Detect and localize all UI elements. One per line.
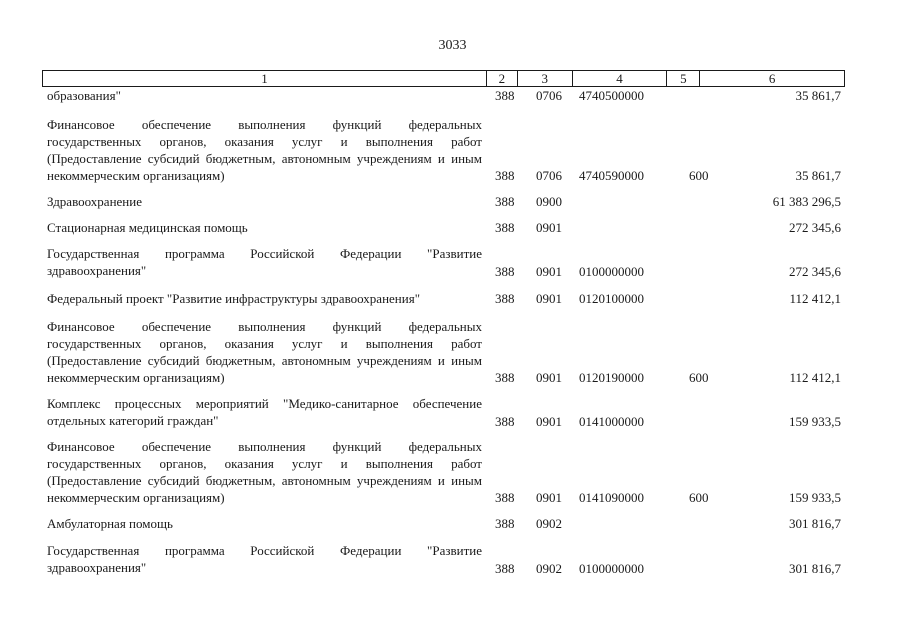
row-amount: 159 933,5: [789, 414, 841, 429]
row-amount: 272 345,6: [789, 220, 841, 235]
table-row: [42, 316, 845, 386]
row-name: Федеральный проект "Развитие инфраструктуры здравоохранения": [47, 291, 421, 306]
table-row: [42, 541, 845, 577]
row-admin-code: 388: [495, 561, 515, 576]
row-target-code: 4740500000: [579, 88, 644, 103]
table-row: [42, 244, 845, 280]
row-target-code: 0141000000: [579, 414, 644, 429]
row-type-code: 600: [689, 490, 709, 505]
row-target-code: 0120100000: [579, 291, 644, 306]
row-type-code: 600: [689, 168, 709, 183]
row-admin-code: 388: [495, 168, 515, 183]
row-admin-code: 388: [495, 414, 515, 429]
row-name: Финансовое обеспечение выполнения функций федеральных государственных органов, оказания услуг и выполнения работ (Предоставление субсидий бюджетным, автономным учреждениям и иным некоммерческим организациям): [47, 319, 482, 385]
table-row: [42, 218, 845, 236]
header-col-6: 6: [699, 71, 844, 86]
row-target-code: 0120190000: [579, 370, 644, 385]
row-type-code: 600: [689, 370, 709, 385]
table-row: [42, 394, 845, 430]
row-admin-code: 388: [495, 220, 515, 235]
row-name: Стационарная медицинская помощь: [47, 220, 248, 235]
row-admin-code: 388: [495, 194, 515, 209]
row-admin-code: 388: [495, 264, 515, 279]
row-amount: 112 412,1: [789, 291, 841, 306]
row-amount: 35 861,7: [795, 88, 841, 103]
row-name: Комплекс процессных мероприятий "Медико-санитарное обеспечение отдельных категорий граждан": [47, 396, 482, 428]
row-amount: 159 933,5: [789, 490, 841, 505]
header-col-3: 3: [517, 71, 572, 86]
row-admin-code: 388: [495, 490, 515, 505]
row-target-code: 0100000000: [579, 264, 644, 279]
table-row: [42, 289, 845, 307]
row-section-code: 0901: [536, 490, 562, 505]
row-section-code: 0901: [536, 291, 562, 306]
row-name: Государственная программа Российской Федерации "Развитие здравоохранения": [47, 543, 482, 575]
row-section-code: 0902: [536, 516, 562, 531]
row-target-code: 0100000000: [579, 561, 644, 576]
row-amount: 272 345,6: [789, 264, 841, 279]
table-row: [42, 86, 845, 104]
row-name: Здравоохранение: [47, 194, 142, 209]
row-name: Финансовое обеспечение выполнения функций федеральных государственных органов, оказания услуг и выполнения работ (Предоставление субсидий бюджетным, автономным учреждениям и иным некоммерческим организациям): [47, 439, 482, 505]
row-admin-code: 388: [495, 516, 515, 531]
table-row: [42, 192, 845, 210]
row-section-code: 0901: [536, 264, 562, 279]
header-col-2: 2: [486, 71, 517, 86]
row-amount: 301 816,7: [789, 561, 841, 576]
row-amount: 301 816,7: [789, 516, 841, 531]
row-name: Государственная программа Российской Федерации "Развитие здравоохранения": [47, 246, 482, 278]
table-header-row: [42, 70, 845, 87]
row-admin-code: 388: [495, 370, 515, 385]
table-row: [42, 514, 845, 532]
header-col-4: 4: [572, 71, 667, 86]
row-name: Финансовое обеспечение выполнения функций федеральных государственных органов, оказания услуг и выполнения работ (Предоставление субсидий бюджетным, автономным учреждениям и иным некоммерческим организациям): [47, 117, 482, 183]
row-section-code: 0902: [536, 561, 562, 576]
row-amount: 35 861,7: [795, 168, 841, 183]
row-admin-code: 388: [495, 291, 515, 306]
row-target-code: 0141090000: [579, 490, 644, 505]
row-name: Амбулаторная помощь: [47, 516, 173, 531]
row-amount: 61 383 296,5: [772, 194, 841, 209]
page-number: 3033: [438, 38, 467, 53]
row-section-code: 0900: [536, 194, 562, 209]
header-col-5: 5: [666, 71, 699, 86]
row-section-code: 0706: [536, 88, 562, 103]
row-section-code: 0901: [536, 414, 562, 429]
row-section-code: 0901: [536, 370, 562, 385]
row-section-code: 0901: [536, 220, 562, 235]
header-col-1: 1: [261, 71, 268, 86]
row-section-code: 0706: [536, 168, 562, 183]
table-row: [42, 114, 845, 184]
row-admin-code: 388: [495, 88, 515, 103]
row-amount: 112 412,1: [789, 370, 841, 385]
row-name: образования": [47, 88, 121, 103]
table-row: [42, 436, 845, 506]
row-target-code: 4740590000: [579, 168, 644, 183]
budget-table: [42, 70, 845, 576]
